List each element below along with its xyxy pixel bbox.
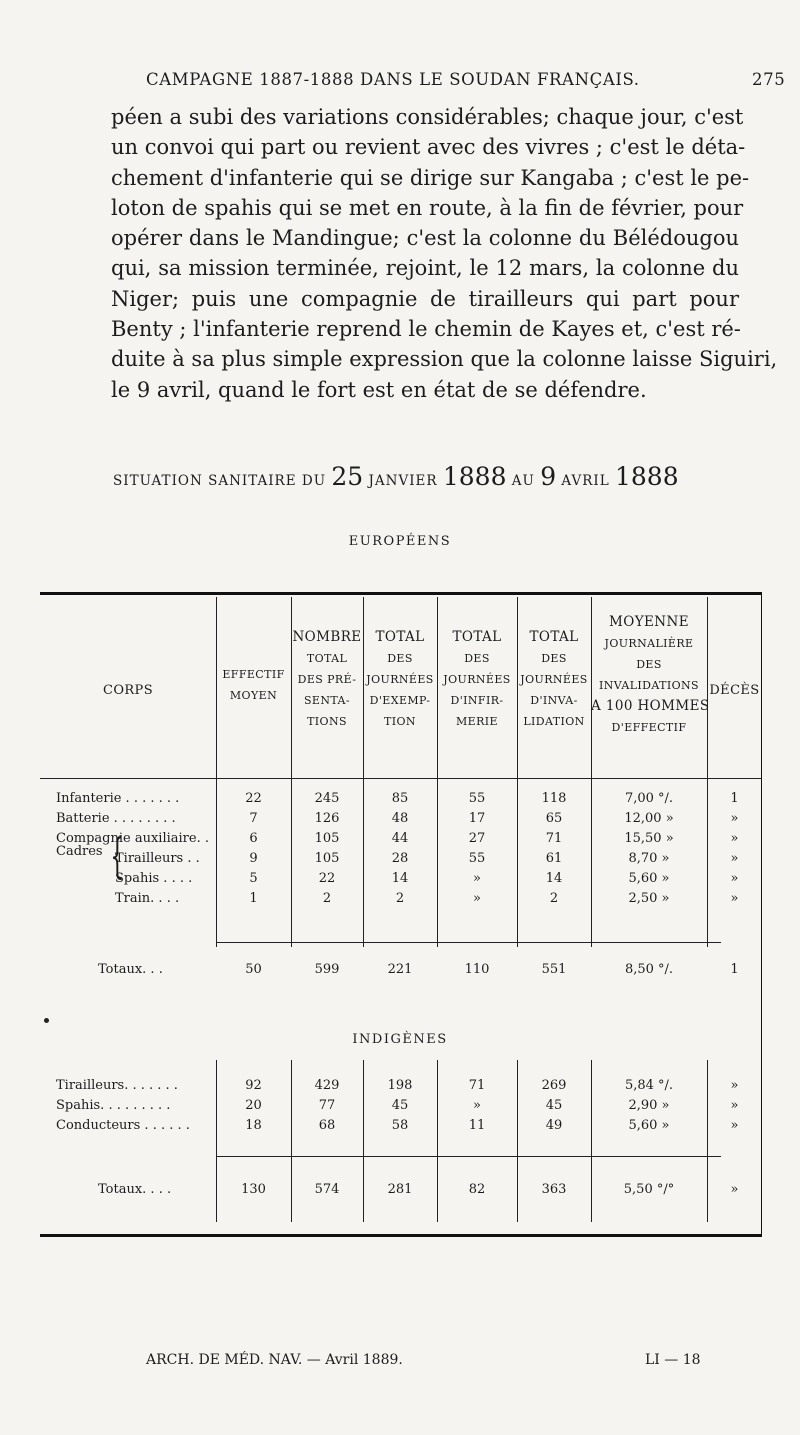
cell-deces: »: [730, 1118, 739, 1133]
brace-glyph: {: [110, 828, 125, 884]
cell-invalidation: 363: [541, 1182, 567, 1197]
totals-row: [0, 1180, 800, 1200]
cell-invalidation: 14: [545, 871, 563, 886]
body-line: qui, sa mission terminée, rejoint, le 12 mars, la colonne du: [111, 256, 739, 281]
cell-presentations: 77: [318, 1098, 336, 1113]
cell-moyenne: 15,50 »: [624, 831, 674, 846]
cell-presentations: 126: [314, 811, 340, 826]
cell-effectif: 1: [249, 891, 258, 906]
cell-exemption: 45: [391, 1098, 409, 1113]
section-title-indigenes: INDIGÈNES: [352, 1032, 448, 1047]
table-row: [0, 1076, 800, 1096]
table-title-part: SITUATION SANITAIRE DU: [113, 473, 332, 489]
body-line: un convoi qui part ou revient avec des vivres ; c'est le déta-: [111, 135, 746, 160]
cell-moyenne: 8,50 °/.: [624, 962, 674, 977]
cell-moyenne: 5,50 °/°: [623, 1182, 675, 1197]
table-title: [113, 462, 713, 491]
cell-infirmerie: »: [473, 871, 481, 886]
totals-label: Totaux. . . .: [98, 1182, 172, 1197]
row-label: Spahis. . . . . . . . .: [56, 1098, 171, 1113]
page-number: 275: [752, 70, 786, 89]
cell-moyenne: 2,90 »: [628, 1098, 670, 1113]
table-row: [0, 1116, 800, 1136]
cell-infirmerie: 71: [468, 1078, 486, 1093]
bullet-mark: [44, 1018, 49, 1023]
totals-rule: [216, 942, 721, 943]
table-row: [0, 1096, 800, 1116]
cell-moyenne: 5,60 »: [628, 871, 670, 886]
cell-effectif: 130: [241, 1182, 266, 1197]
body-paragraph: [111, 102, 778, 405]
cell-invalidation: 118: [541, 791, 567, 806]
footer-signature: LI — 18: [645, 1352, 701, 1368]
cell-invalidation: 2: [549, 891, 559, 906]
cell-infirmerie: 82: [468, 1182, 486, 1197]
cell-invalidation: 551: [541, 962, 567, 977]
cell-moyenne: 12,00 »: [624, 811, 674, 826]
cell-effectif: 5: [249, 871, 258, 886]
cell-exemption: 44: [391, 831, 409, 846]
cell-invalidation: 61: [545, 851, 563, 866]
totals-label: Totaux. . .: [98, 962, 163, 977]
body-line: opérer dans le Mandingue; c'est la colonne du Bélédougou: [111, 226, 739, 251]
body-line: péen a subi des variations considérables; chaque jour, c'est: [111, 105, 744, 129]
row-label: Train. . . .: [115, 891, 180, 906]
row-label: Tirailleurs. . . . . . .: [56, 1078, 178, 1093]
table-title-part: JANVIER: [363, 473, 443, 489]
cell-presentations: 2: [322, 891, 332, 906]
cell-presentations: 105: [314, 851, 340, 866]
cell-effectif: 18: [245, 1118, 262, 1133]
header-nombre-presentations: NOMBRE TOTAL DES PRÉ- SENTA- TIONS: [292, 629, 362, 728]
cell-presentations: 22: [318, 871, 336, 886]
cell-infirmerie: 110: [464, 962, 490, 977]
header-effectif: EFFECTIF MOYEN: [222, 668, 285, 702]
table-title-part: AVRIL: [556, 473, 615, 489]
cell-presentations: 599: [314, 962, 340, 977]
table-title-day2: 9: [540, 462, 557, 491]
cell-exemption: 28: [391, 851, 409, 866]
cell-moyenne: 7,00 °/.: [624, 791, 674, 806]
cell-deces: »: [730, 851, 739, 866]
cell-exemption: 2: [395, 891, 405, 906]
cell-infirmerie: 55: [468, 851, 486, 866]
cell-invalidation: 49: [545, 1118, 563, 1133]
header-total-invalidation: TOTAL DES JOURNÉES D'INVA- LIDATION: [520, 629, 588, 728]
cell-presentations: 574: [314, 1182, 340, 1197]
cell-invalidation: 65: [545, 811, 563, 826]
cell-presentations: 68: [318, 1118, 336, 1133]
header-total-exemption: TOTAL DES JOURNÉES D'EXEMP- TION: [366, 629, 434, 728]
table-title-part: AU: [506, 473, 541, 489]
header-rule: [40, 778, 762, 779]
row-label: Compagnie auxiliaire. .: [56, 831, 209, 846]
body-line: loton de spahis qui se met en route, à la fin de février, pour: [111, 195, 744, 220]
header-corps: CORPS: [102, 683, 154, 698]
cell-presentations: 245: [314, 791, 340, 806]
cell-effectif: 7: [249, 811, 258, 826]
section-title-europeens: EUROPÉENS: [348, 534, 452, 549]
cell-deces: »: [730, 871, 739, 886]
totals-rule: [216, 1156, 721, 1157]
body-line: Benty ; l'infanterie reprend le chemin de Kayes et, c'est ré-: [111, 317, 741, 342]
header-total-infirmerie: TOTAL DES JOURNÉES D'INFIR- MERIE: [443, 629, 511, 728]
cell-invalidation: 71: [545, 831, 563, 846]
cell-infirmerie: 11: [468, 1118, 486, 1133]
cell-presentations: 105: [314, 831, 340, 846]
cell-deces: »: [730, 811, 739, 826]
table-row: [0, 849, 800, 869]
cell-exemption: 198: [387, 1078, 413, 1093]
table-row: [0, 889, 800, 909]
cell-infirmerie: 55: [468, 791, 486, 806]
cell-exemption: 85: [391, 791, 409, 806]
cell-deces: »: [730, 831, 739, 846]
cell-invalidation: 269: [541, 1078, 567, 1093]
cell-infirmerie: 27: [468, 831, 486, 846]
cell-deces: »: [730, 891, 739, 906]
cell-effectif: 9: [249, 851, 258, 866]
cell-deces: »: [730, 1078, 739, 1093]
cadres-label: Cadres: [56, 844, 103, 859]
cell-exemption: 221: [387, 962, 413, 977]
cell-effectif: 6: [249, 831, 258, 846]
cell-invalidation: 45: [545, 1098, 563, 1113]
cell-exemption: 14: [391, 871, 409, 886]
body-line: Niger; puis une compagnie de tirailleurs qui part pour: [111, 286, 739, 311]
body-line: duite à sa plus simple expression que la colonne laisse Siguiri,: [111, 347, 778, 372]
cell-exemption: 48: [391, 811, 409, 826]
cell-effectif: 20: [245, 1098, 262, 1113]
cell-deces: 1: [730, 962, 739, 977]
body-line: le 9 avril, quand le fort est en état de se défendre.: [111, 377, 647, 402]
row-label: Batterie . . . . . . . .: [56, 811, 176, 826]
row-label: Infanterie . . . . . . .: [56, 791, 180, 806]
cell-presentations: 429: [314, 1078, 340, 1093]
cell-moyenne: 5,84 °/.: [624, 1078, 674, 1093]
table-row: [0, 809, 800, 829]
running-title: CAMPAGNE 1887-1888 DANS LE SOUDAN FRANÇAIS.: [146, 70, 640, 89]
table-title-year2: 1888: [614, 462, 679, 491]
table-title-year1: 1888: [442, 462, 507, 491]
cell-moyenne: 5,60 »: [628, 1118, 670, 1133]
cell-effectif: 22: [245, 791, 262, 806]
cell-deces: »: [730, 1098, 739, 1113]
table-row: [0, 869, 800, 889]
cell-infirmerie: »: [473, 1098, 481, 1113]
cell-effectif: 50: [245, 962, 262, 977]
row-label: Conducteurs . . . . . .: [56, 1118, 190, 1133]
cell-infirmerie: 17: [468, 811, 486, 826]
table-row: [0, 789, 800, 809]
cell-effectif: 92: [245, 1078, 262, 1093]
body-line: chement d'infanterie qui se dirige sur Kangaba ; c'est le pe-: [111, 165, 750, 190]
cell-exemption: 281: [387, 1182, 413, 1197]
row-label: Tirailleurs . .: [115, 851, 200, 866]
cell-moyenne: 8,70 »: [628, 851, 670, 866]
totals-row: [0, 960, 800, 980]
footer-journal: ARCH. DE MÉD. NAV. — Avril 1889.: [146, 1352, 403, 1368]
table-title-day1: 25: [331, 462, 364, 491]
row-label: Spahis . . . .: [115, 871, 193, 886]
header-deces: DÉCÈS: [709, 683, 760, 698]
header-moyenne: MOYENNE JOURNALIÈRE DES INVALIDATIONS A 100 HOMMES D'EFFECTIF: [591, 614, 710, 734]
cell-moyenne: 2,50 »: [628, 891, 670, 906]
cell-deces: »: [730, 1182, 739, 1197]
cell-exemption: 58: [391, 1118, 409, 1133]
cell-infirmerie: »: [473, 891, 481, 906]
cell-deces: 1: [730, 791, 739, 806]
